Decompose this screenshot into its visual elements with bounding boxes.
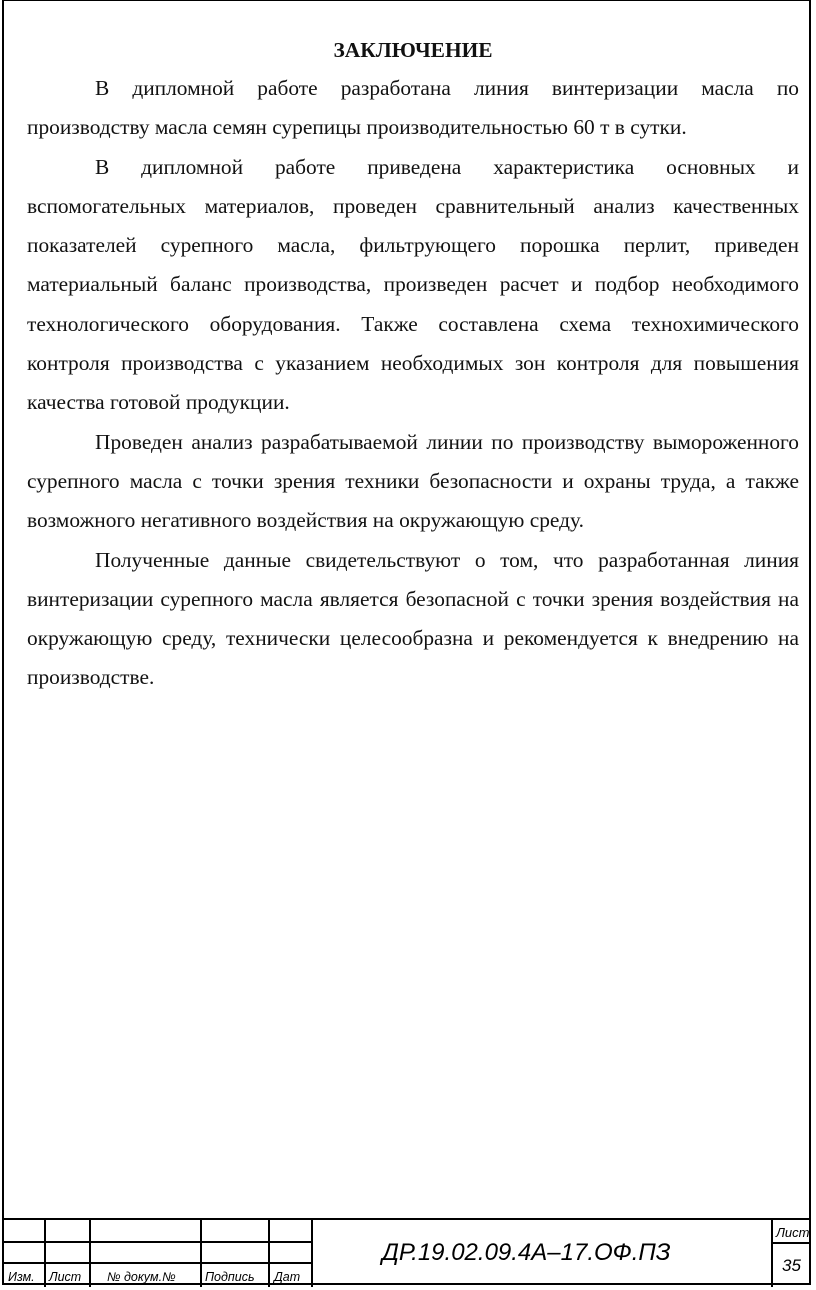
paragraph-4: Полученные данные свидетельствуют о том, что разработанная линия винтеризации сурепного масла является безопасной с точки зрения воздействия на окружающую среду, технически целесообразна и рекомендуется к внедрению на производстве. [27, 547, 799, 690]
grid-line [2, 1262, 312, 1264]
title-block [2, 1218, 811, 1285]
sheet-number: 35 [782, 1256, 801, 1275]
grid-line [311, 1220, 313, 1287]
grid-line [771, 1242, 811, 1244]
label-izm: Изм. [8, 1270, 35, 1284]
label-doc-number: № докум.№ [107, 1270, 176, 1284]
label-sheet: Лист [776, 1225, 810, 1240]
document-body [27, 35, 799, 698]
label-date: Дат [274, 1270, 301, 1284]
document-code: ДР.19.02.09.4А–17.ОФ.ПЗ [382, 1239, 671, 1266]
label-signature: Подпись [205, 1270, 255, 1284]
paragraph-2: В дипломной работе приведена характеристика основных и вспомогательных материалов, проведен сравнительный анализ качественных показателей сурепного масла, фильтрующего порошка перлит, приведен материальный баланс производства, произведен расчет и подбор необходимого технологического оборудования. Также составлена схема технохимического контроля производства с указанием необходимых зон контроля для повышения качества готовой продукции. [27, 154, 799, 415]
paragraph-1: В дипломной работе разработана линия винтеризации масла по производству масла семян сурепицы производительностью 60 т в сутки. [27, 76, 799, 140]
paragraph-3: Проведен анализ разрабатываемой линии по производству вымороженного сурепного масла с точки зрения техники безопасности и охраны труда, а также возможного негативного воздействия на окружающую среду. [27, 429, 799, 533]
grid-line [268, 1220, 270, 1287]
grid-line [89, 1220, 91, 1287]
grid-line [771, 1220, 773, 1287]
grid-line [2, 1241, 312, 1243]
grid-line [200, 1220, 202, 1287]
grid-line [44, 1220, 46, 1287]
label-list: Лист [49, 1270, 82, 1284]
page-title: ЗАКЛЮЧЕНИЕ [333, 38, 493, 62]
